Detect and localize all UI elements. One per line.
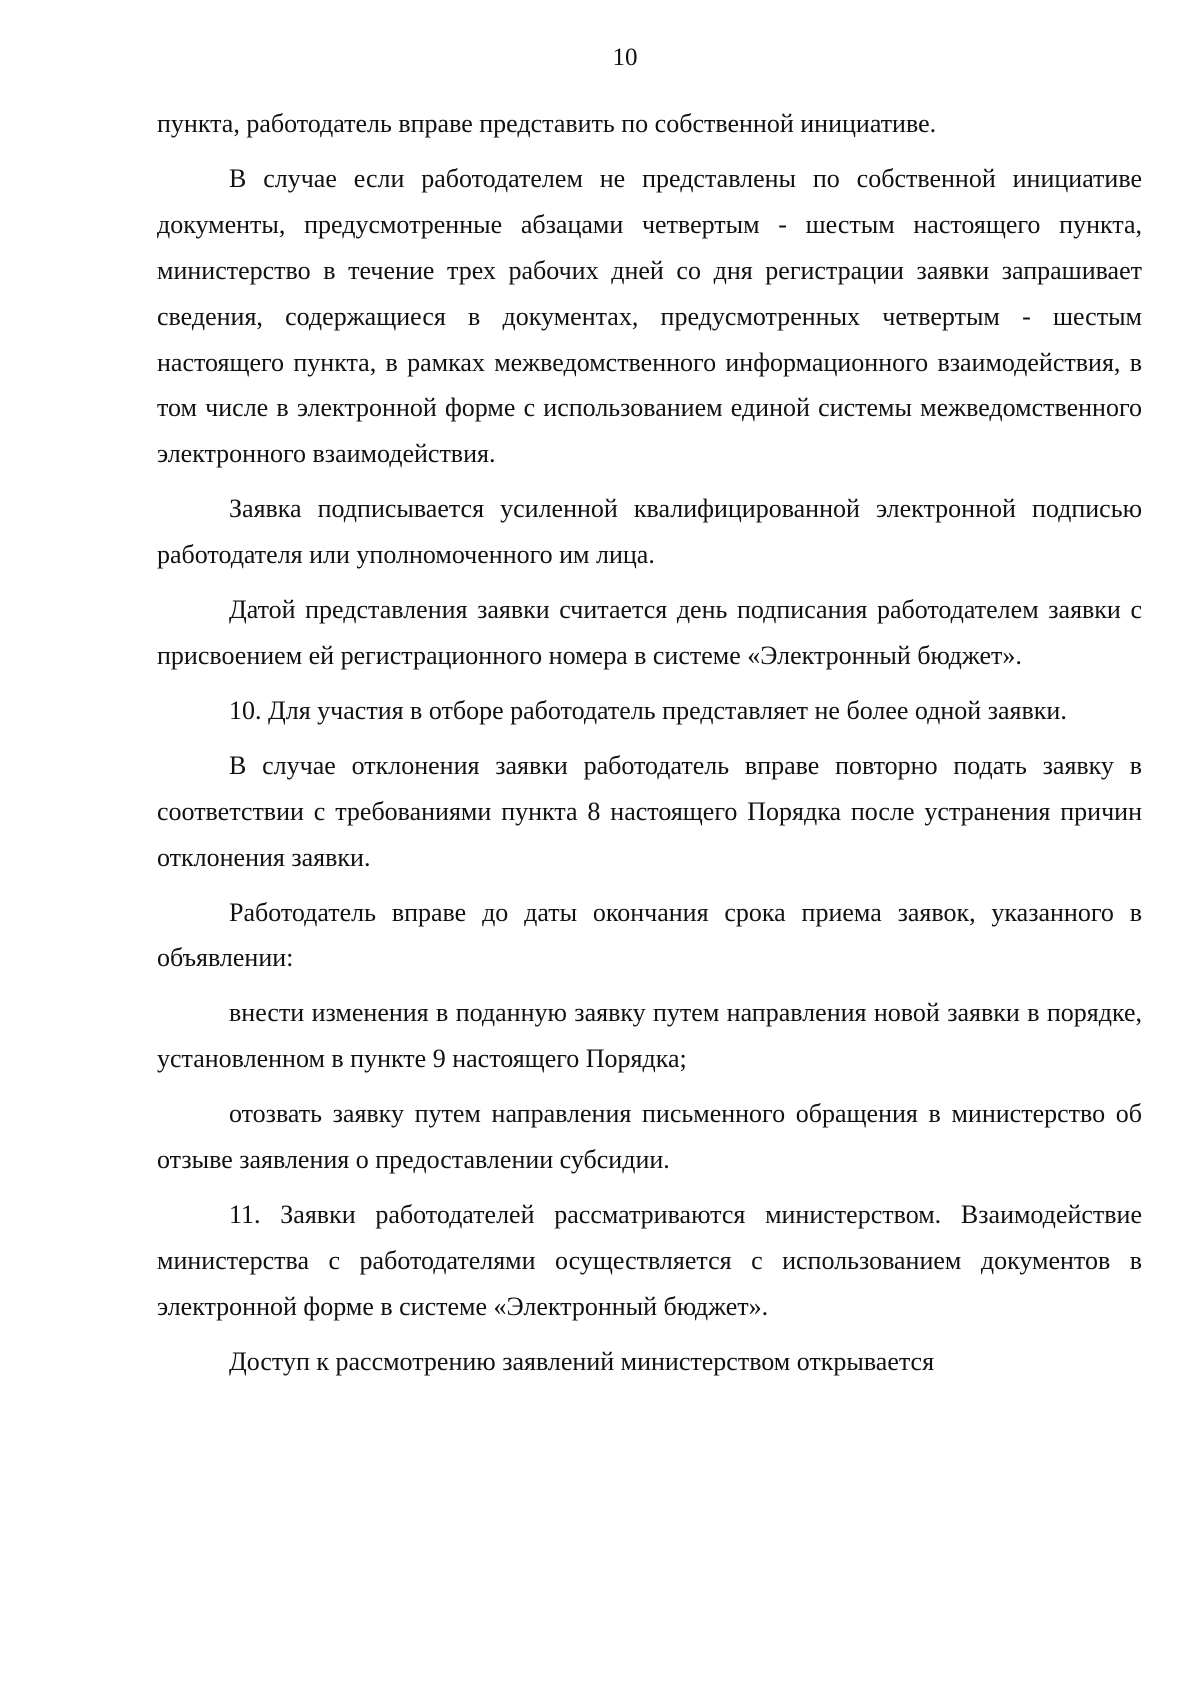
paragraph-amend-application: внести изменения в поданную заявку путем направления новой заявки в порядке, установленном в пункте 9 настоящего Порядка;	[157, 998, 1142, 1074]
paragraph-submission-date: Датой представления заявки считается день подписания работодателем заявки с присвоением ей регистрационного номера в системе «Электронный бюджет».	[157, 595, 1142, 670]
page-number: 10	[612, 44, 638, 71]
paragraph-continuation: пункта, работодатель вправе представить по собственной инициативе.	[157, 109, 937, 138]
paragraph-resubmission: В случае отклонения заявки работодатель вправе повторно подать заявку в соответствии с требованиями пункта 8 настоящего Порядка после устранения причин отклонения заявки.	[157, 750, 1142, 872]
paragraph-signature: Заявка подписывается усиленной квалифицированной электронной подписью работодателя или уполномоченного им лица.	[157, 494, 1142, 570]
paragraph-item-10: 10. Для участия в отборе работодатель представляет не более одной заявки.	[229, 695, 1067, 725]
paragraph-before-deadline: Работодатель вправе до даты окончания срока приема заявок, указанного в объявлении:	[157, 897, 1142, 973]
paragraph-access-review: Доступ к рассмотрению заявлений министерством открывается	[229, 1346, 935, 1376]
paragraph-interagency-request: В случае если работодателем не представлены по собственной инициативе документы, предусмотренные абзацами четвертым - шестым настоящего пункта, министерство в течение трех рабочих дней со дня регистрации заявки запрашивает сведения, содержащиеся в документах, предусмотренных четвертым - шестым настоящего пункта, в рамках межведомственного информационного взаимодействия, в том числе в электронной форме с использованием единой системы межведомственного электронного взаимодействия.	[157, 163, 1142, 469]
document-body	[157, 101, 1142, 1385]
paragraph-item-11: 11. Заявки работодателей рассматриваются министерством. Взаимодействие министерства с работодателями осуществляется с использованием документов в электронной форме в системе «Электронный бюджет».	[157, 1199, 1142, 1321]
paragraph-withdraw-application: отозвать заявку путем направления письменного обращения в министерство об отзыве заявления о предоставлении субсидии.	[157, 1099, 1142, 1175]
